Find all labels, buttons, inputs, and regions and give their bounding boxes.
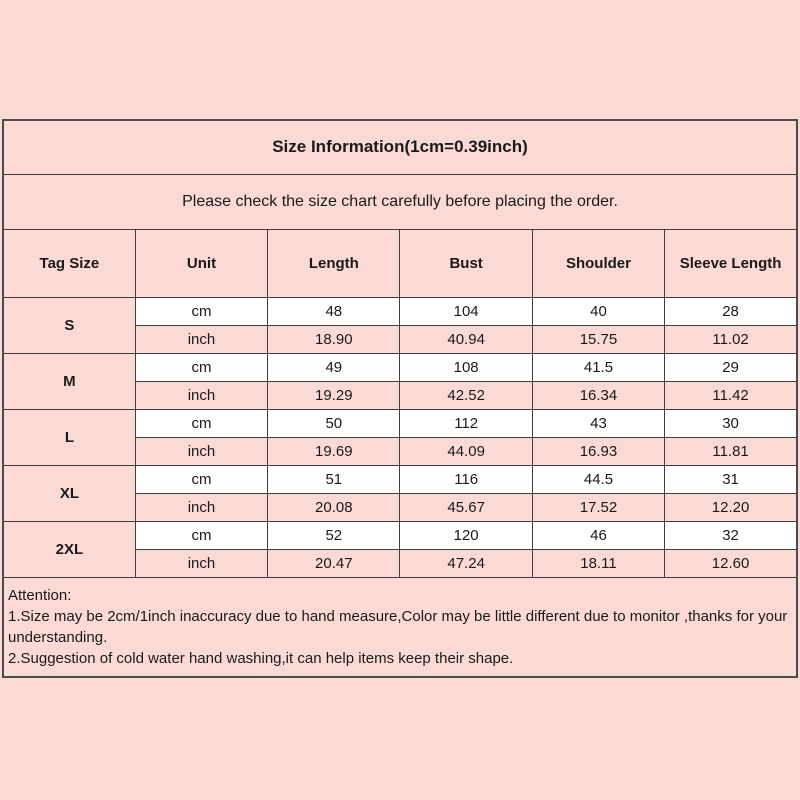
tag-size-2xl: 2XL bbox=[3, 521, 135, 577]
column-header-length: Length bbox=[268, 229, 400, 297]
page-title: Size Information(1cm=0.39inch) bbox=[3, 120, 797, 174]
value-cell: 11.42 bbox=[665, 381, 797, 409]
unit-inch-label: inch bbox=[135, 381, 267, 409]
value-cell: 16.93 bbox=[532, 437, 664, 465]
column-header-bust: Bust bbox=[400, 229, 532, 297]
value-cell: 11.81 bbox=[665, 437, 797, 465]
tag-size-s: S bbox=[3, 297, 135, 353]
tag-size-l: L bbox=[3, 409, 135, 465]
subtitle-text: Please check the size chart carefully before placing the order. bbox=[3, 174, 797, 229]
tag-size-m: M bbox=[3, 353, 135, 409]
value-cell: 11.02 bbox=[665, 325, 797, 353]
value-cell: 20.08 bbox=[268, 493, 400, 521]
column-header-tag-size: Tag Size bbox=[3, 229, 135, 297]
value-cell: 29 bbox=[665, 353, 797, 381]
value-cell: 19.69 bbox=[268, 437, 400, 465]
table-row bbox=[3, 465, 797, 493]
table-row bbox=[3, 297, 797, 325]
value-cell: 12.60 bbox=[665, 549, 797, 577]
value-cell: 18.90 bbox=[268, 325, 400, 353]
attention-row bbox=[3, 577, 797, 677]
value-cell: 47.24 bbox=[400, 549, 532, 577]
unit-cm-label: cm bbox=[135, 465, 267, 493]
table-row bbox=[3, 409, 797, 437]
value-cell: 31 bbox=[665, 465, 797, 493]
value-cell: 32 bbox=[665, 521, 797, 549]
attention-heading: Attention: bbox=[8, 586, 72, 604]
unit-cm-label: cm bbox=[135, 297, 267, 325]
tag-size-xl: XL bbox=[3, 465, 135, 521]
unit-cm-label: cm bbox=[135, 521, 267, 549]
value-cell: 28 bbox=[665, 297, 797, 325]
value-cell: 30 bbox=[665, 409, 797, 437]
value-cell: 43 bbox=[532, 409, 664, 437]
column-header-shoulder: Shoulder bbox=[532, 229, 664, 297]
value-cell: 15.75 bbox=[532, 325, 664, 353]
attention-note: 2.Suggestion of cold water hand washing,it can help items keep their shape. bbox=[8, 649, 514, 667]
size-chart-panel bbox=[2, 119, 798, 678]
value-cell: 44.5 bbox=[532, 465, 664, 493]
size-table bbox=[2, 119, 798, 678]
subtitle-row bbox=[3, 174, 797, 229]
value-cell: 112 bbox=[400, 409, 532, 437]
unit-inch-label: inch bbox=[135, 437, 267, 465]
value-cell: 41.5 bbox=[532, 353, 664, 381]
title-row bbox=[3, 120, 797, 174]
value-cell: 17.52 bbox=[532, 493, 664, 521]
value-cell: 20.47 bbox=[268, 549, 400, 577]
value-cell: 18.11 bbox=[532, 549, 664, 577]
attention-note: 1.Size may be 2cm/1inch inaccuracy due to hand measure,Color may be little different due to monitor ,thanks for your understanding. bbox=[8, 607, 788, 646]
value-cell: 48 bbox=[268, 297, 400, 325]
value-cell: 120 bbox=[400, 521, 532, 549]
value-cell: 42.52 bbox=[400, 381, 532, 409]
table-row bbox=[3, 521, 797, 549]
value-cell: 46 bbox=[532, 521, 664, 549]
value-cell: 40.94 bbox=[400, 325, 532, 353]
unit-cm-label: cm bbox=[135, 353, 267, 381]
column-header-unit: Unit bbox=[135, 229, 267, 297]
unit-inch-label: inch bbox=[135, 325, 267, 353]
value-cell: 49 bbox=[268, 353, 400, 381]
value-cell: 12.20 bbox=[665, 493, 797, 521]
unit-inch-label: inch bbox=[135, 493, 267, 521]
unit-cm-label: cm bbox=[135, 409, 267, 437]
value-cell: 116 bbox=[400, 465, 532, 493]
table-row bbox=[3, 353, 797, 381]
unit-inch-label: inch bbox=[135, 549, 267, 577]
value-cell: 52 bbox=[268, 521, 400, 549]
column-header-row bbox=[3, 229, 797, 297]
value-cell: 50 bbox=[268, 409, 400, 437]
value-cell: 45.67 bbox=[400, 493, 532, 521]
value-cell: 51 bbox=[268, 465, 400, 493]
value-cell: 19.29 bbox=[268, 381, 400, 409]
value-cell: 104 bbox=[400, 297, 532, 325]
attention-block bbox=[3, 577, 797, 677]
value-cell: 16.34 bbox=[532, 381, 664, 409]
column-header-sleeve-length: Sleeve Length bbox=[665, 229, 797, 297]
value-cell: 40 bbox=[532, 297, 664, 325]
value-cell: 44.09 bbox=[400, 437, 532, 465]
value-cell: 108 bbox=[400, 353, 532, 381]
